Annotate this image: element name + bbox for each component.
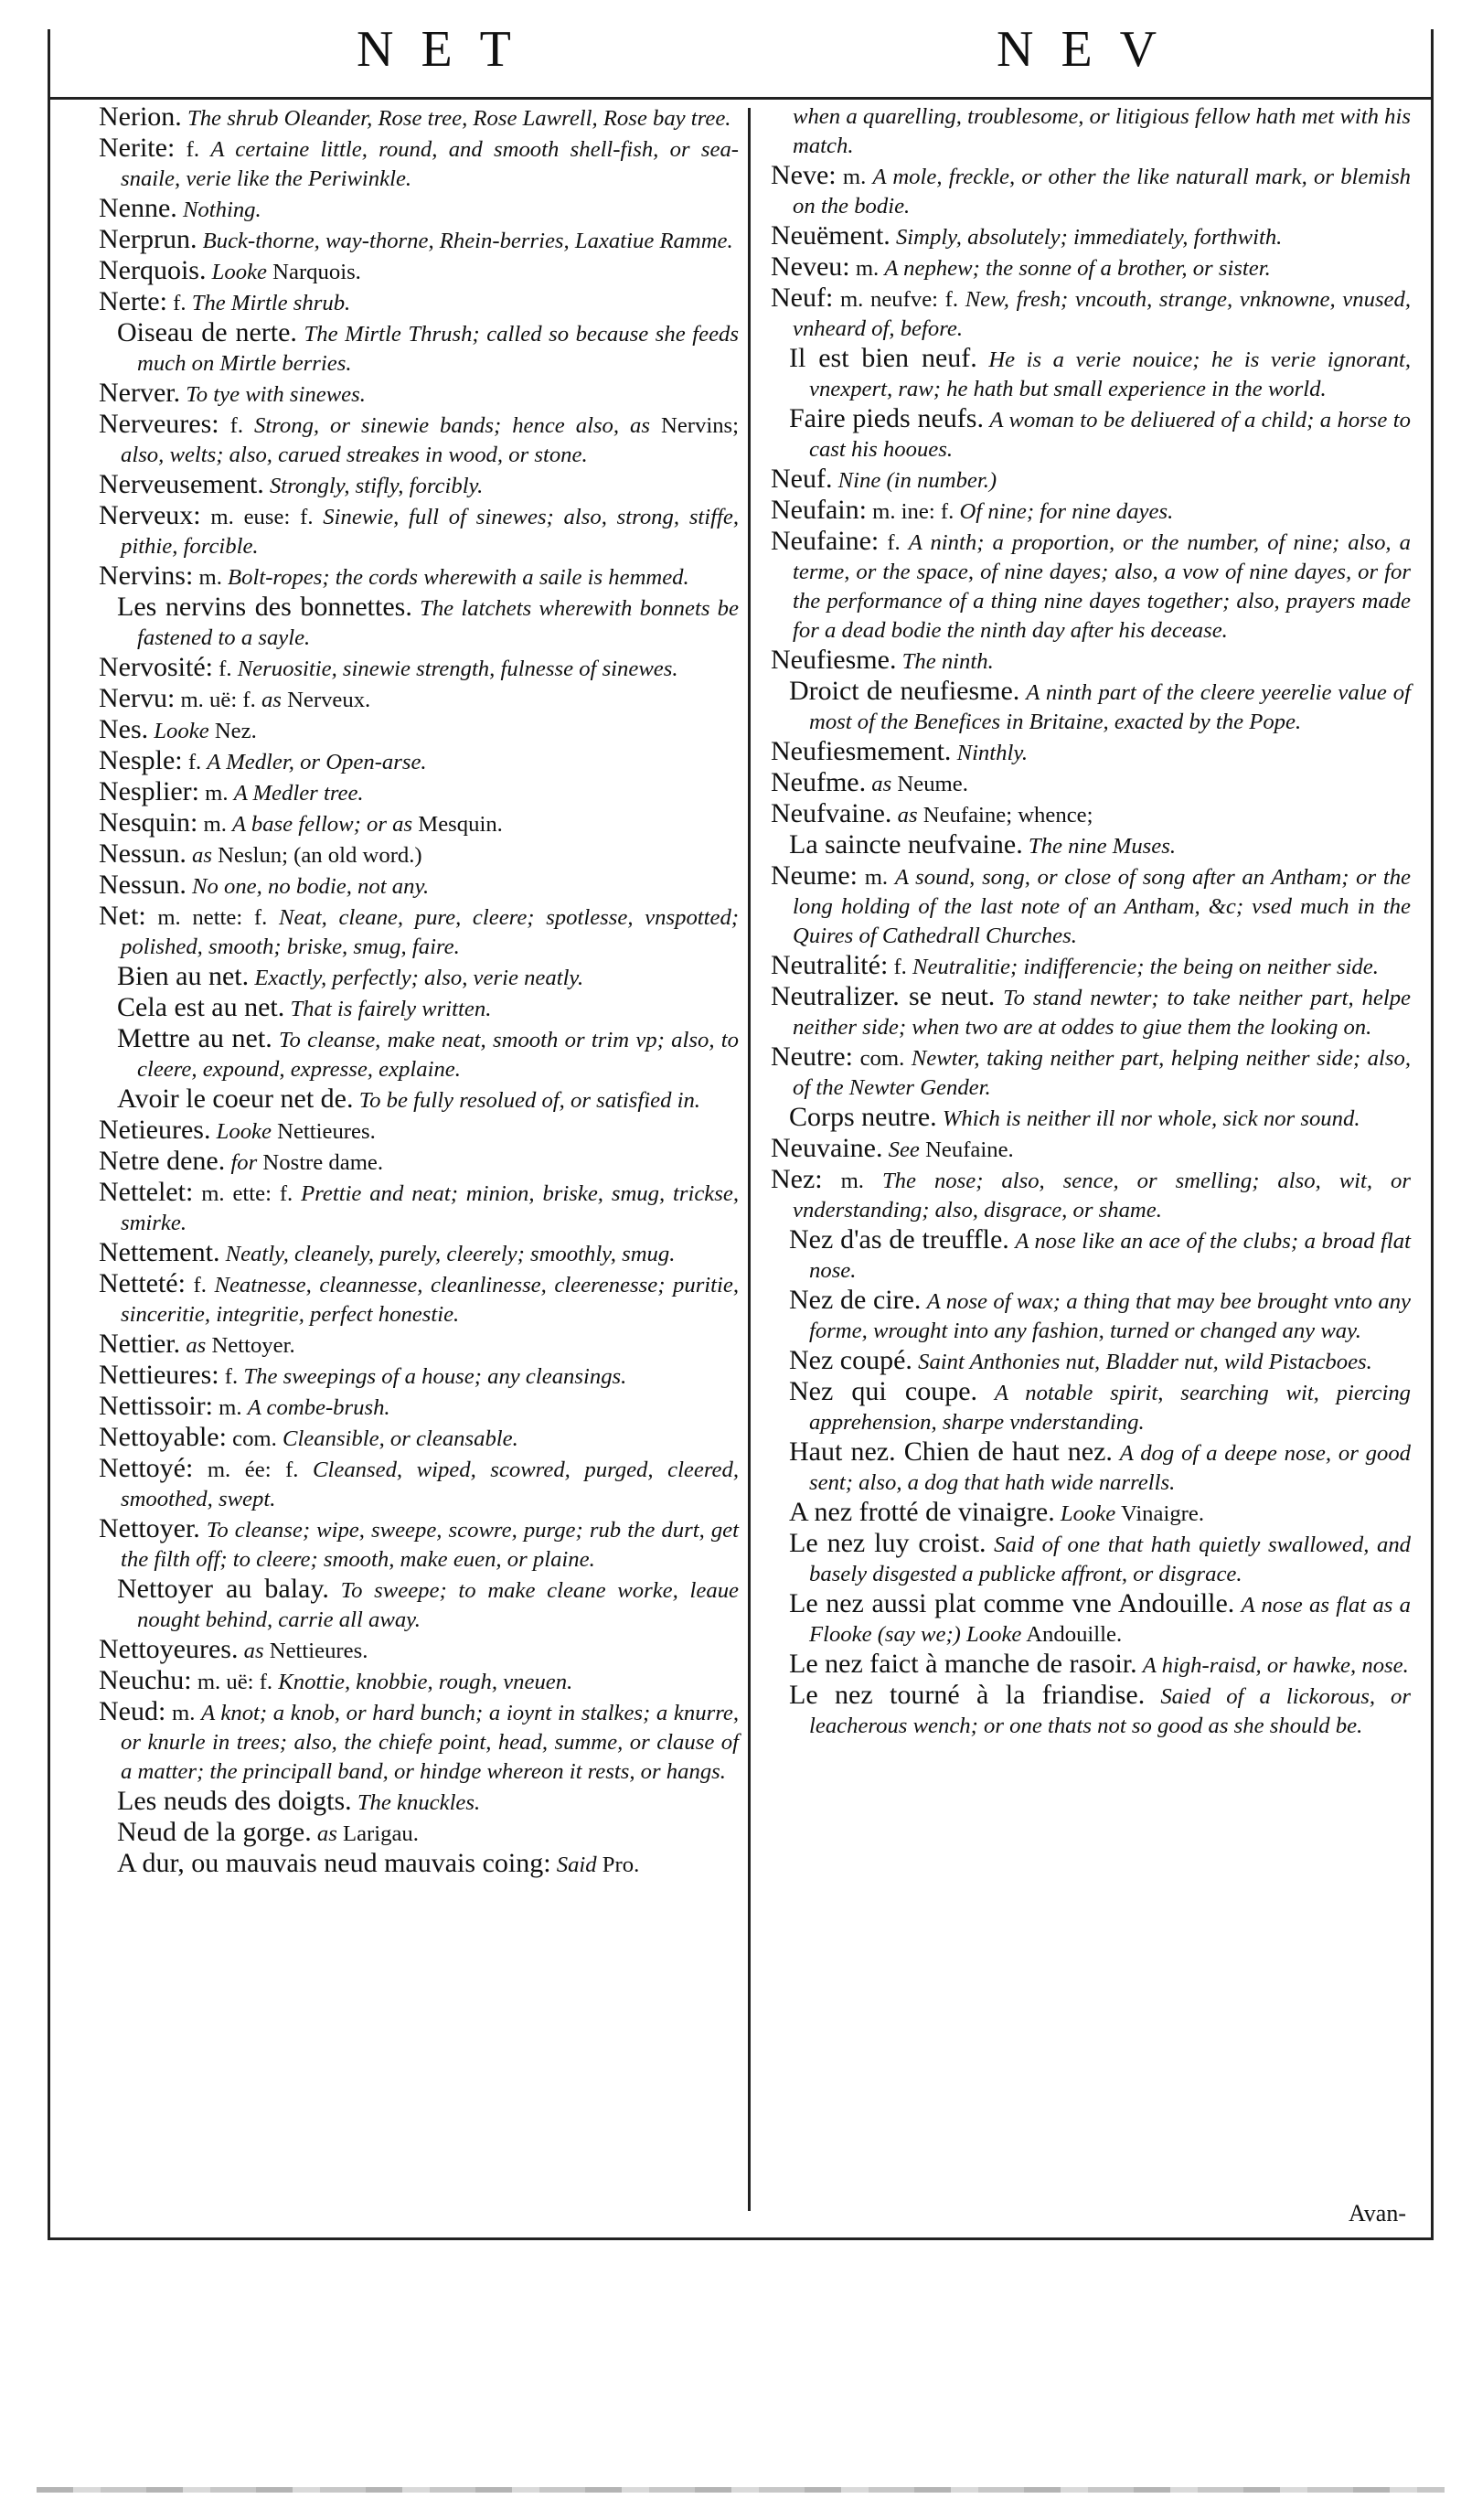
grammar-note: f. [229,413,243,438]
cross-reference: Vinaigre. [1120,1501,1205,1526]
headword: Nettoyer. [99,1513,200,1543]
headword: A dur, ou mauvais neud mauvais coing: [117,1848,551,1878]
headword: La saincte neufvaine. [789,829,1023,860]
headword: Haut nez. Chien de haut nez. [789,1436,1113,1467]
headword: Nez d'as de treuffle. [789,1224,1009,1255]
definition: A high-raisd, or hawke, nose. [1142,1653,1409,1678]
headword: Faire pieds neufs. [789,403,984,433]
headword: Nettier. [99,1329,181,1359]
definition: A ninth part of the cleere yeerelie value of most of the Benefices in Britaine, exacted by the Pope. [809,680,1411,734]
dictionary-entry [99,1514,739,1575]
definition: To be fully resolued of, or satisfied in. [358,1088,700,1113]
headword: Neufme. [771,767,867,797]
dictionary-entry [771,1377,1411,1437]
dictionary-entry [99,1269,739,1329]
dictionary-entry [99,1697,739,1787]
headword: Nessun. [99,838,187,869]
definition: A certaine little, round, and smooth shell-fish, or sea-snaile, verie like the Periwinkle. [121,137,740,191]
headword: Mettre au net. [117,1023,272,1053]
definition: To tye with sinewes. [186,382,366,407]
grammar-note: m. ine: f. [872,499,954,524]
dictionary-entry [771,496,1411,527]
definition: Neat, cleane, pure, cleere; spotlesse, vnspotted; polished, smooth; briske, smug, faire. [121,905,740,959]
headword: Nerveux: [99,500,201,530]
definition: Simply, absolutely; immediately, forthwith. [895,225,1283,250]
headword: Nesquin: [99,807,198,838]
headword: Cela est au net. [117,992,285,1022]
dictionary-entry [771,830,1411,861]
headword: Nez qui coupe. [789,1376,978,1406]
grammar-note: m. [219,1395,242,1420]
cross-reference: Nettieures. [269,1639,368,1663]
headword: Nettoyeures. [99,1634,239,1664]
dictionary-entry [99,256,739,287]
grammar-note: m. ée: f. [207,1458,299,1482]
definition: as [261,688,282,712]
headword: Netre dene. [99,1146,226,1176]
dictionary-entry [771,161,1411,221]
headword: Nez: [771,1164,823,1194]
dictionary-entry [99,839,739,870]
headword: Nettoyé: [99,1453,194,1483]
definition: A base fellow; or as [232,812,413,837]
grammar-note: f. [219,657,232,681]
definition: A nephew; the sonne of a brother, or sister. [884,256,1271,281]
dictionary-entry [99,808,739,839]
definition: Buck-thorne, way-thorne, Rhein-berries, Laxatiue Ramme. [202,229,733,253]
definition: as [243,1639,264,1663]
headword: Neufain: [771,495,867,525]
grammar-note: m. uë: f. [197,1670,273,1694]
headword: Nettissoir: [99,1391,213,1421]
definition: Exactly, perfectly; also, verie neatly. [254,966,584,990]
dictionary-entry [771,1225,1411,1286]
dictionary-entry [99,470,739,501]
headword: Nerveures: [99,409,219,439]
dictionary-entry [99,902,739,962]
grammar-note: m. [864,865,889,890]
headword: Nesple: [99,745,183,775]
dictionary-entry [99,715,739,746]
definition: A Medler tree. [233,781,364,806]
definition: The latchets wherewith bonnets be fastened to a sayle. [137,596,739,650]
headword: A nez frotté de vinaigre. [789,1497,1055,1527]
headword: Nervosité: [99,652,213,682]
dictionary-entry [771,737,1411,768]
dictionary-entry [771,1286,1411,1346]
dictionary-entry [771,1529,1411,1589]
definition: A notable spirit, searching wit, piercing apprehension, sharpe vnderstanding. [809,1381,1412,1435]
definition: The knuckles. [357,1790,481,1815]
dictionary-entry [99,318,739,379]
dictionary-entry [771,404,1411,464]
definition: To stand newter; to take neither part, helpe neither side; when two are at oddes to giue them the looking on. [793,986,1411,1040]
headword: Netieures. [99,1115,211,1145]
definition: Saint Anthonies nut, Bladder nut, wild Pistacboes. [918,1350,1372,1374]
headword: Nez coupé. [789,1345,912,1375]
grammar-note: com. [859,1046,905,1071]
dictionary-entry [771,982,1411,1042]
definition: To sweepe; to make cleane worke, leaue nought behind, carrie all away. [137,1578,739,1632]
headword: Nettoyer au balay. [117,1574,329,1604]
grammar-note: m. neufve: f. [839,287,959,312]
definition: Neutralitie; indifferencie; the being on neither side. [912,955,1379,979]
dictionary-entry [771,799,1411,830]
grammar-note: f. [893,955,907,979]
dictionary-entry [771,221,1411,252]
headword: Nervins: [99,561,194,591]
definition: The sweepings of a house; any cleansings. [243,1364,627,1389]
definition: The ninth. [901,649,994,674]
dictionary-entry [99,1423,739,1454]
definition: as [897,803,918,828]
grammar-note: f. [187,750,202,774]
dictionary-entry [771,1437,1411,1498]
headword: Neufaine: [771,526,880,556]
definition: That is fairely written. [290,997,492,1021]
headword: Droict de neufiesme. [789,676,1020,706]
dictionary-entry [771,1103,1411,1134]
column-divider [748,108,751,2211]
headword: Nerprun. [99,224,197,254]
headword: Nettelet: [99,1177,194,1207]
grammar-note: m. euse: f. [210,505,314,529]
headword: Neutralizer. se neut. [771,981,996,1011]
dictionary-entry [771,464,1411,496]
grammar-note: m. uë: f. [180,688,256,712]
headword: Nessun. [99,870,187,900]
headword: Le nez tourné à la friandise. [789,1680,1146,1710]
headword: Le nez aussi plat comme vne Andouille. [789,1588,1235,1618]
definition: as [186,1333,207,1358]
headword: Nettieures: [99,1360,219,1390]
definition: He is a verie nouice; he is verie ignorant, vnexpert, raw; he hath but small experience in the world. [809,347,1412,401]
dictionary-entry [99,225,739,256]
definition: Looke [1060,1501,1116,1526]
definition: A sound, song, or close of song after an Antham; or the long holding of the last note of an Antham, &c; vsed much in the Quires of Cathedrall Churches. [793,865,1411,948]
headword: Nesplier: [99,776,199,806]
cross-reference: Pro. [602,1853,640,1877]
dictionary-entry [99,1575,739,1635]
dictionary-entry [771,768,1411,799]
dictionary-entry [99,102,739,133]
definition: A nose of wax; a thing that may bee brought vnto any forme, wrought into any fashion, turned or changed any way. [809,1289,1411,1343]
headword: Nez de cire. [789,1285,922,1315]
dictionary-entry [771,1589,1411,1650]
dictionary-entry [99,1454,739,1514]
headword: Nerion. [99,101,182,132]
definition: Sinewie, full of sinewes; also, strong, stiffe, pithie, forcible. [121,505,740,559]
dictionary-entry [771,646,1411,677]
dictionary-entry [771,1498,1411,1529]
definition: Looke [154,719,209,743]
grammar-note: m. [198,565,222,590]
headword: Neveu: [771,251,850,282]
grammar-note: f. [224,1364,239,1389]
definition: To cleanse; wipe, sweepe, scowre, purge; rub the durt, get the filth off; to cleere; smooth, make euen, or plaine. [121,1518,740,1572]
dictionary-entry [99,870,739,902]
dictionary-entry [99,1238,739,1269]
definition: The nine Muses. [1028,834,1177,859]
cross-reference: Nerveux. [287,688,371,712]
grammar-note: m. [855,256,880,281]
definition: Cleansible, or cleansable. [282,1426,518,1451]
definition: Prettie and neat; minion, briske, smug, trickse, smirke. [121,1181,740,1235]
definition: No one, no bodie, not any. [192,874,430,899]
definition: Saied of a lickorous, or leacherous wench; or one thats not so good as she should be. [809,1684,1412,1738]
definition: as [316,1821,337,1846]
grammar-note: com. [232,1426,277,1451]
dictionary-entry [99,1849,739,1880]
cross-reference: Nostre dame. [262,1150,384,1175]
scan-edge-artifact [37,2487,1445,2493]
grammar-note: f. [173,291,187,315]
headword: Neufiesme. [771,645,897,675]
header-rule [48,97,1434,100]
running-head-left: NET [357,21,539,78]
headword: Les neuds des doigts. [117,1786,352,1816]
definition: as [871,772,892,796]
headword: Neve: [771,160,837,190]
dictionary-entry [771,1650,1411,1681]
dictionary-entry [99,561,739,593]
dictionary-entry [771,1346,1411,1377]
definition: A Medler, or Open-arse. [207,750,427,774]
dictionary-entry [771,1042,1411,1103]
definition: Cleansed, wiped, scowred, purged, cleered, smoothed, swept. [121,1458,740,1511]
dictionary-entry [99,1392,739,1423]
cross-reference: Neume. [897,772,968,796]
dictionary-entry [99,1178,739,1238]
headword: Neufvaine. [771,798,892,828]
cross-reference: Neslun; (an old word.) [218,843,422,868]
dictionary-entry [99,962,739,993]
definition: Said of one that hath quietly swallowed, and basely disgested a publicke affront, or disgrace. [809,1532,1412,1586]
definition: Neatly, cleanely, purely, cleerely; smoothly, smug. [225,1242,676,1266]
headword: Nerquois. [99,255,207,285]
grammar-note: m. [203,812,227,837]
definition: A combe-brush. [247,1395,390,1420]
right-column [771,102,1411,1741]
grammar-note: f. [193,1273,207,1297]
grammar-note: m. [840,1169,864,1193]
headword: Nenne. [99,193,177,223]
definition: A nose as flat as a Flooke (say we;) Looke [809,1593,1412,1647]
headword: Neutralité: [771,950,889,980]
definition: The shrub Oleander, Rose tree, Rose Lawrell, Rose bay tree. [187,106,731,131]
dictionary-entry [99,1147,739,1178]
dictionary-entry [771,1134,1411,1165]
headword: Il est bien neuf. [789,343,977,373]
headword: Neuvaine. [771,1133,883,1163]
cross-reference: Andouille. [1026,1622,1123,1647]
definition: Strong, or sinewie bands; hence also, as [253,413,650,438]
headword: Avoir le coeur net de. [117,1084,354,1114]
headword: Nervu: [99,683,176,713]
grammar-note: m. [172,1701,196,1725]
definition: A knot; a knob, or hard bunch; a ioynt in stalkes; a knurre, or knurle in trees; also, the chiefe point, head, summe, or clause of a matter; the principall band, or hindge whereon it rests, or hangs. [121,1701,740,1784]
dictionary-entry [99,194,739,225]
dictionary-entry [99,501,739,561]
dictionary-entry [771,527,1411,646]
headword: Neuf. [771,464,833,494]
definition: Neatnesse, cleannesse, cleanlinesse, cleerenesse; puritie, sinceritie, integritie, perfect honestie. [121,1273,740,1327]
grammar-note: m. nette: f. [157,905,268,930]
dictionary-entry [771,951,1411,982]
cross-reference: Nez. [214,719,257,743]
headword: Neuf: [771,283,834,313]
dictionary-entry [99,1635,739,1666]
dictionary-entry [99,1084,739,1116]
dictionary-entry [771,1165,1411,1225]
definition: A mole, freckle, or other the like naturall mark, or blemish on the bodie. [793,165,1412,219]
definition: Said [556,1853,597,1877]
headword: Netteté: [99,1268,186,1298]
dictionary-entry [99,1116,739,1147]
dictionary-entry [771,677,1411,737]
headword: Neud: [99,1696,166,1726]
dictionary-entry [99,1024,739,1084]
headword: Nerte: [99,286,167,316]
definition: as [192,843,212,868]
definition: A dog of a deepe nose, or good sent; also, a dog that hath wide narrells. [809,1441,1412,1495]
catchword: Avan- [1348,2200,1406,2226]
dictionary-entry [99,287,739,318]
definition: Neruositie, sinewie strength, fulnesse of sinewes. [237,657,678,681]
headword: Bien au net. [117,961,250,991]
definition: The Mirtle Thrush; called so because she feeds much on Mirtle berries. [137,322,740,376]
headword: Neufiesmement. [771,736,952,766]
dictionary-entry [99,1329,739,1361]
dictionary-entry [99,1818,739,1849]
grammar-note: m. [205,781,229,806]
headword: Corps neutre. [789,1102,937,1132]
headword: Neuchu: [99,1665,192,1695]
dictionary-entry [99,993,739,1024]
cross-reference: Neufaine. [925,1137,1014,1162]
headword: Neuëment. [771,220,890,251]
dictionary-entry [771,344,1411,404]
dictionary-entry [99,379,739,410]
definition: Nine (in number.) [837,468,997,493]
definition: Looke [216,1119,272,1144]
dictionary-entry [771,861,1411,951]
headword: Oiseau de nerte. [117,317,297,347]
headword: Nerite: [99,133,176,163]
definition: Looke [211,260,267,284]
left-column [99,102,739,1880]
definition: Knottie, knobbie, rough, vneuen. [278,1670,573,1694]
definition: The nose; also, sence, or smelling; also, wit, or vnderstanding; also, disgrace, or shame. [793,1169,1411,1223]
definition: See [888,1137,920,1162]
headword: Les nervins des bonnettes. [117,592,412,622]
definition: The Mirtle shrub. [191,291,351,315]
headword: Le nez faict à manche de rasoir. [789,1649,1137,1679]
headword: Net: [99,901,146,931]
definition: also, welts; also, carued streakes in wood, or stone. [121,443,588,467]
dictionary-entry [99,746,739,777]
headword: Nettement. [99,1237,220,1267]
definition: Bolt-ropes; the cords wherewith a saile is hemmed. [228,565,689,590]
dictionary-entry [771,252,1411,283]
dictionary-entry [99,133,739,194]
cross-reference: Narquois. [272,260,361,284]
dictionary-entry [99,1666,739,1697]
definition: when a quarelling, troublesome, or litigious fellow hath met with his match. [793,104,1411,158]
dictionary-entry [771,1681,1411,1741]
cross-reference: Larigau. [343,1821,419,1846]
definition: A woman to be deliuered of a child; a horse to cast his hooues. [809,408,1411,462]
dictionary-entry [771,283,1411,344]
dictionary-entry [771,102,1411,161]
definition: Of nine; for nine dayes. [959,499,1174,524]
dictionary-entry [99,684,739,715]
definition: A nose like an ace of the clubs; a broad flat nose. [809,1229,1411,1283]
grammar-note: m. ette: f. [201,1181,293,1206]
dictionary-entry [99,1361,739,1392]
cross-reference: Mesquin. [418,812,503,837]
headword: Nes. [99,714,149,744]
headword: Le nez luy croist. [789,1528,986,1558]
dictionary-entry [99,1787,739,1818]
cross-reference: Nettieures. [277,1119,376,1144]
grammar-note: m. [842,165,867,189]
grammar-note: f. [186,137,200,162]
dictionary-entry [99,653,739,684]
cross-reference: Nettoyer. [211,1333,295,1358]
grammar-note: f. [887,530,901,555]
dictionary-entry [99,777,739,808]
headword: Neutre: [771,1041,853,1072]
headword: Nettoyable: [99,1422,227,1452]
cross-reference: Neufaine; whence; [922,803,1093,828]
definition: for [230,1150,258,1175]
definition: Which is neither ill nor whole, sick nor sound. [942,1106,1360,1131]
dictionary-entry [99,410,739,470]
dictionary-entry [99,593,739,653]
cross-reference: Nervins; [660,413,740,438]
headword: Nerver. [99,378,181,408]
definition: Newter, taking neither part, helping neither side; also, of the Newter Gender. [793,1046,1411,1100]
headword: Nerveusement. [99,469,264,499]
headword: Neume: [771,860,858,891]
definition: New, fresh; vncouth, strange, vnknowne, vnused, vnheard of, before. [793,287,1412,341]
headword: Neud de la gorge. [117,1817,312,1847]
definition: Strongly, stifly, forcibly. [269,474,484,498]
definition: A ninth; a proportion, or the number, of nine; also, a terme, or the space, of nine dayes; also, a vow of nine dayes, or for the performance of a thing nine dayes together; also, prayers made for a dead bodie the ninth day after his decease. [793,530,1411,643]
definition: To cleanse, make neat, smooth or trim vp; also, to cleere, expound, expresse, explaine. [137,1028,740,1082]
running-head-right: NEV [997,21,1185,78]
definition: Ninthly. [956,741,1029,765]
definition: Nothing. [182,198,261,222]
